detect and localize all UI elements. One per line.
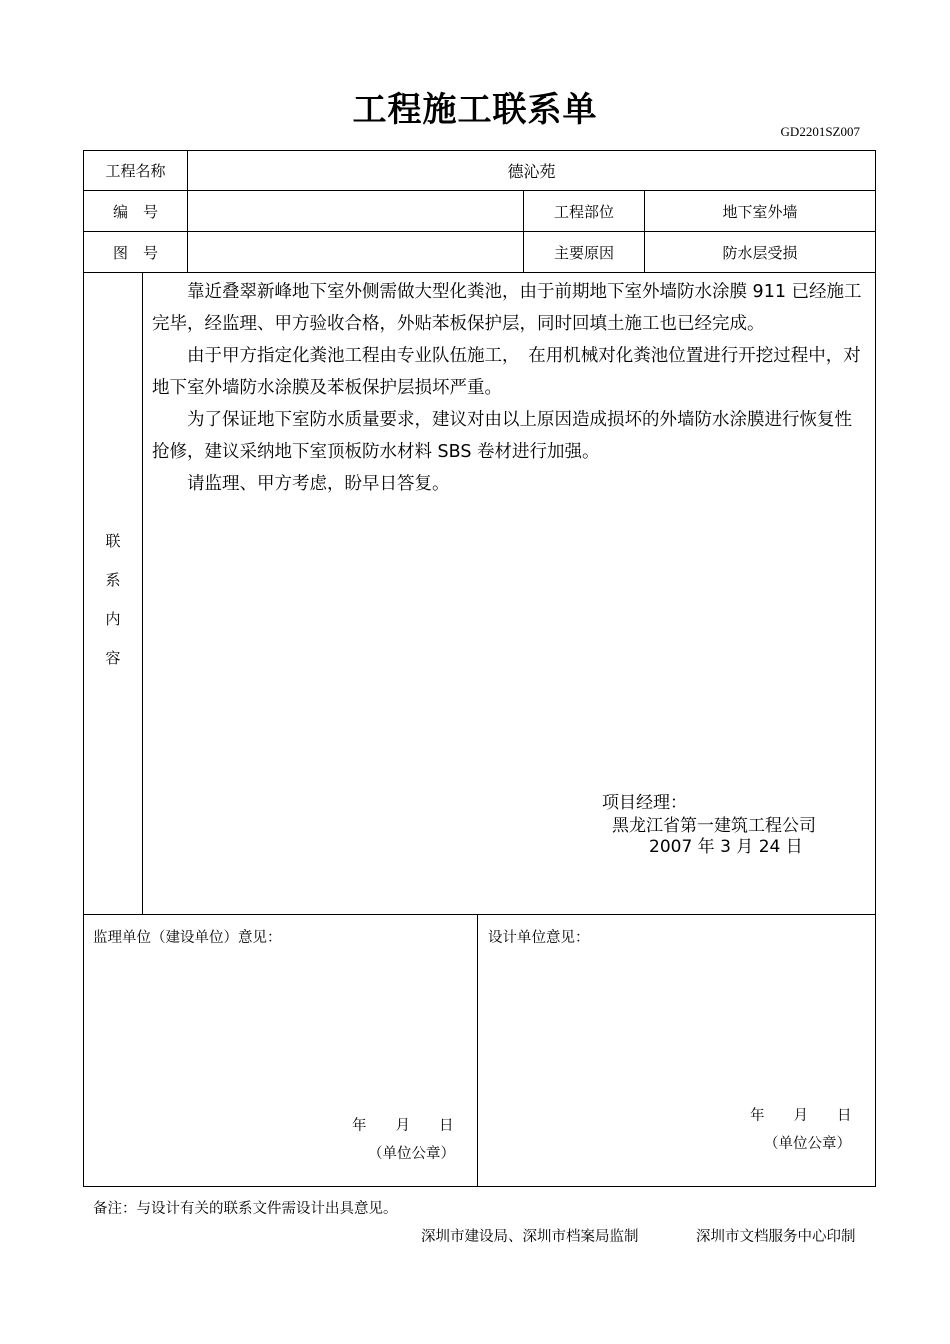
project-name-value[interactable]: 德沁苑 (507, 162, 556, 181)
reason-label: 主要原因 (553, 243, 614, 262)
supervision-date: 年 月 日 (352, 1118, 454, 1134)
part-value[interactable]: 地下室外墙 (722, 202, 798, 221)
content-date: 2007 年 3 月 24 日 (649, 837, 803, 857)
content-label-char: 内 (105, 610, 121, 628)
supervision-opinion-field[interactable] (84, 950, 476, 1090)
document-code: GD2201SZ007 (780, 124, 860, 139)
page-title: 工程施工联系单 (352, 90, 598, 130)
footer-supervise: 深圳市建设局、深圳市档案局监制 (421, 1229, 639, 1245)
footer-printer: 深圳市文档服务中心印制 (696, 1229, 856, 1245)
design-date: 年 月 日 (750, 1108, 852, 1124)
content-paragraph: 请监理、甲方考虑，盼早日答复。 (187, 474, 450, 494)
contact-content[interactable] (152, 276, 864, 500)
reason-value[interactable]: 防水层受损 (722, 243, 798, 262)
number-label: 编 号 (112, 202, 158, 221)
drawing-value[interactable] (188, 232, 523, 272)
supervision-seal: （单位公章） (368, 1146, 455, 1162)
company-name: 黑龙江省第一建筑工程公司 (612, 816, 816, 836)
part-label: 工程部位 (553, 202, 614, 221)
design-opinion-label: 设计单位意见： (488, 930, 590, 946)
content-label (84, 522, 142, 678)
content-paragraph: 由于甲方指定化粪池工程由专业队伍施工， 在用机械对化粪池位置进行开挖过程中，对地下室外墙防水涂膜及苯板保护层损坏严重。 (152, 346, 861, 398)
design-opinion-field[interactable] (478, 950, 874, 1090)
content-paragraph: 靠近叠翠新峰地下室外侧需做大型化粪池，由于前期地下室外墙防水涂膜 911 已经施工完毕，经监理、甲方验收合格，外贴苯板保护层，同时回填土施工也已经完成。 (152, 282, 862, 334)
supervision-opinion-label: 监理单位（建设单位）意见： (93, 930, 282, 946)
drawing-label: 图 号 (112, 243, 158, 262)
content-label-char: 容 (105, 649, 121, 667)
content-label-char: 系 (105, 571, 121, 589)
manager-label: 项目经理： (602, 793, 687, 813)
content-label-char: 联 (105, 532, 121, 550)
footer-note: 备注：与设计有关的联系文件需设计出具意见。 (93, 1201, 398, 1217)
project-name-label: 工程名称 (105, 162, 166, 180)
design-seal: （单位公章） (764, 1136, 851, 1152)
content-paragraph: 为了保证地下室防水质量要求，建议对由以上原因造成损坏的外墙防水涂膜进行恢复性抢修，建议采纳地下室顶板防水材料 SBS 卷材进行加强。 (152, 410, 852, 462)
number-value[interactable] (188, 191, 523, 231)
